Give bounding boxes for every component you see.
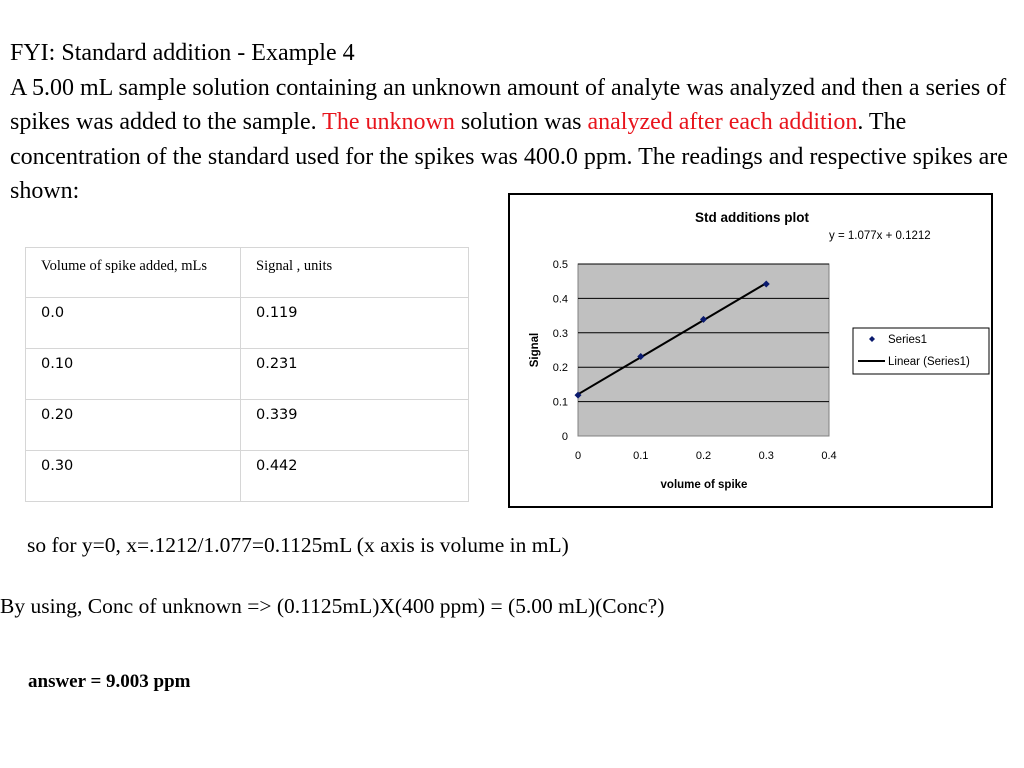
- y-tick-label: 0: [561, 431, 568, 443]
- table-row: [26, 349, 469, 400]
- table-cell-signal: 0.119: [241, 298, 469, 349]
- table-cell-signal: 0.442: [241, 451, 469, 502]
- chart-title: Std additions plot: [695, 210, 809, 225]
- x-tick-label: 0.3: [758, 450, 774, 462]
- std-additions-chart: [508, 193, 993, 508]
- x-tick-label: 0: [574, 450, 582, 462]
- y-tick-label: 0.1: [552, 396, 568, 409]
- x-axis-label: volume of spike: [660, 479, 748, 491]
- table-header-signal: Signal , units: [241, 248, 469, 298]
- statement-part-2: solution was: [454, 109, 588, 135]
- y-tick-label: 0.3: [552, 327, 568, 340]
- x-tick-label: 0.1: [633, 450, 649, 462]
- calc-line-2: By using, Conc of unknown => (0.1125mL)X(400 ppm) = (5.00 mL)(Conc?): [0, 594, 665, 618]
- table-cell-volume: 0.0: [26, 298, 241, 349]
- y-tick-label: 0.2: [552, 362, 568, 375]
- table-cell-signal: 0.231: [241, 349, 469, 400]
- y-tick-label: 0.5: [552, 259, 568, 271]
- y-axis-label: Signal: [529, 332, 541, 368]
- legend-series1: Series1: [888, 334, 927, 346]
- x-tick-label: 0.2: [695, 450, 712, 462]
- table-row: [26, 400, 469, 451]
- legend: [853, 328, 989, 374]
- legend-linear: Linear (Series1): [888, 356, 970, 368]
- slide-title: FYI: Standard addition - Example 4: [10, 40, 355, 66]
- statement-highlight-2: analyzed after each addition: [587, 109, 858, 135]
- chart-equation: y = 1.077x + 0.1212: [829, 230, 931, 242]
- plot-area: [578, 264, 829, 436]
- x-tick-label: 0.4: [821, 450, 837, 462]
- answer-line: answer = 9.003 ppm: [28, 671, 191, 692]
- x-axis-ticks: [575, 450, 837, 462]
- table-cell-signal: 0.339: [241, 400, 469, 451]
- statement-highlight-1: The unknown: [322, 109, 455, 135]
- calc-line-1: so for y=0, x=.1212/1.077=0.1125mL (x axis is volume in mL): [27, 533, 569, 557]
- statement-part-1: A 5.00 mL sample solution containing an unknown amount of analyte was analyzed and then a series of spikes was added to the sample.: [10, 74, 1007, 135]
- y-tick-label: 0.4: [552, 293, 568, 306]
- table-row: [26, 298, 469, 349]
- table-cell-volume: 0.20: [26, 400, 241, 451]
- table-header-volume: Volume of spike added, mLs: [26, 248, 241, 298]
- data-table: [25, 247, 469, 502]
- y-axis-ticks: [553, 259, 568, 443]
- statement-part-3: . The concentration of the standard used for the spikes was 400.0 ppm. The readings and respective spikes are shown:: [10, 109, 1008, 204]
- table-cell-volume: 0.10: [26, 349, 241, 400]
- table-cell-volume: 0.30: [26, 451, 241, 502]
- problem-statement: [10, 71, 1018, 209]
- chart-canvas: [510, 195, 995, 510]
- slide-text: [10, 36, 1018, 209]
- table-row: [26, 451, 469, 502]
- table-header-row: [26, 248, 469, 298]
